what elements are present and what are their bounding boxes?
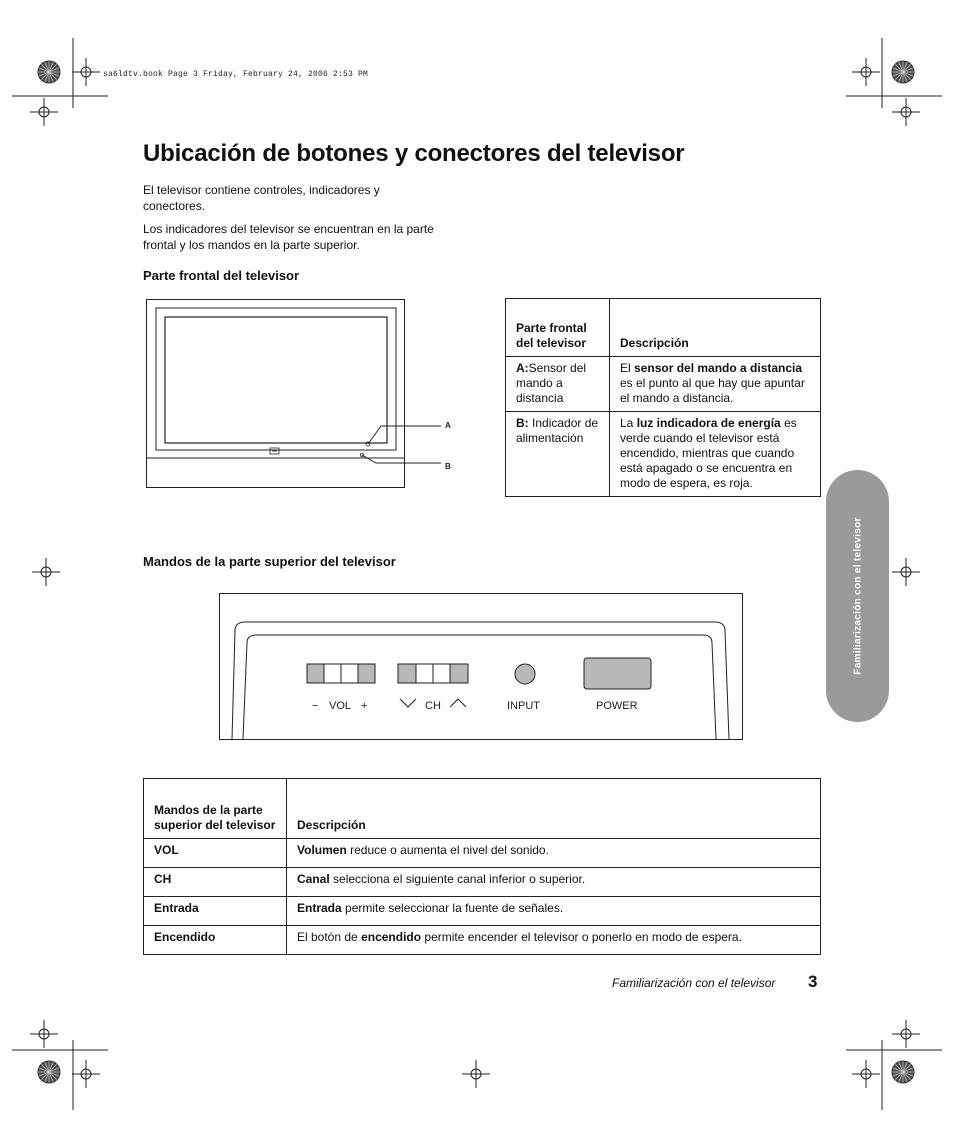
table-cell: VOL	[144, 839, 287, 868]
registration-starburst-1	[892, 61, 914, 83]
table-cell: Entrada	[144, 897, 287, 926]
table-header-cell: Mandos de la parte superior del televisor	[144, 779, 287, 839]
vol-label: VOL	[329, 700, 352, 712]
vol-plus-label: +	[361, 700, 368, 712]
table-cell: Entrada permite seleccionar la fuente de señales.	[287, 897, 821, 926]
vol-button-icon	[307, 664, 375, 683]
table-row	[144, 839, 821, 868]
table-row	[144, 868, 821, 897]
power-button-icon	[584, 658, 651, 689]
registration-crosshair-1	[30, 98, 58, 126]
table-cell: Volumen reduce o aumenta el nivel del sonido.	[287, 839, 821, 868]
registration-starburst-0	[38, 61, 60, 83]
registration-crosshair-2	[852, 58, 880, 86]
registration-crosshair-7	[892, 1020, 920, 1048]
footer-section-title: Familiarización con el televisor	[612, 976, 776, 990]
table-row	[144, 926, 821, 955]
page-title: Ubicación de botones y conectores del televisor	[143, 140, 685, 167]
table-cell: El botón de encendido permite encender el televisor o ponerlo en modo de espera.	[287, 926, 821, 955]
intro-paragraph-1: El televisor contiene controles, indicadores y conectores.	[143, 183, 380, 213]
ch-label: CH	[425, 700, 441, 712]
table-header-cell: Descripción	[287, 779, 821, 839]
table-cell: A:Sensor del mando a distancia	[506, 357, 610, 412]
registration-crosshair-8	[72, 1060, 100, 1088]
table-header-row	[506, 299, 821, 357]
registration-crosshair-10	[852, 1060, 880, 1088]
ch-button-icon	[398, 664, 468, 683]
page-number: 3	[808, 972, 818, 991]
table-header-row	[144, 779, 821, 839]
table-row	[144, 897, 821, 926]
table-row	[506, 357, 821, 412]
table-header-cell: Parte frontal del televisor	[506, 299, 610, 357]
power-label: POWER	[596, 700, 638, 712]
table-cell: Encendido	[144, 926, 287, 955]
print-header: sa6ldtv.book Page 3 Friday, February 24, 2006 2:53 PM	[103, 70, 369, 79]
table-cell: B: Indicador de alimentación	[506, 412, 610, 497]
registration-starburst-2	[38, 1061, 60, 1083]
vol-minus-label: −	[312, 700, 319, 712]
intro-paragraph-2: Los indicadores del televisor se encuentran en la parte frontal y los mandos en la parte superior.	[143, 222, 434, 252]
registration-crosshair-3	[892, 98, 920, 126]
tv-front-illustration	[146, 298, 466, 498]
registration-crosshair-0	[72, 58, 100, 86]
registration-crosshair-4	[32, 558, 60, 586]
table-cell: El sensor del mando a distancia es el punto al que hay que apuntar el mando a distancia.	[610, 357, 821, 412]
top-controls-diagram	[219, 593, 745, 741]
front-section-heading: Parte frontal del televisor	[143, 268, 300, 283]
side-tab-label: Familiarización con el televisor	[852, 517, 864, 675]
table-cell: Canal selecciona el siguiente canal inferior o superior.	[287, 868, 821, 897]
registration-crosshair-6	[30, 1020, 58, 1048]
table-cell: CH	[144, 868, 287, 897]
top-controls-table	[143, 778, 821, 955]
table-row	[506, 412, 821, 497]
table-header-cell: Descripción	[610, 299, 821, 357]
input-button-icon	[515, 664, 535, 684]
registration-crosshair-5	[892, 558, 920, 586]
table-cell: La luz indicadora de energía es verde cuando el televisor está encendido, mientras que cuando está apagado o se encuentra en modo de espera, es roja.	[610, 412, 821, 497]
registration-crosshair-9	[462, 1060, 490, 1088]
top-section-heading: Mandos de la parte superior del televisor	[143, 554, 396, 569]
callout-a: A	[445, 421, 451, 430]
front-controls-table	[505, 298, 821, 497]
registration-starburst-3	[892, 1061, 914, 1083]
input-label: INPUT	[507, 700, 540, 712]
callout-b: B	[445, 462, 451, 471]
